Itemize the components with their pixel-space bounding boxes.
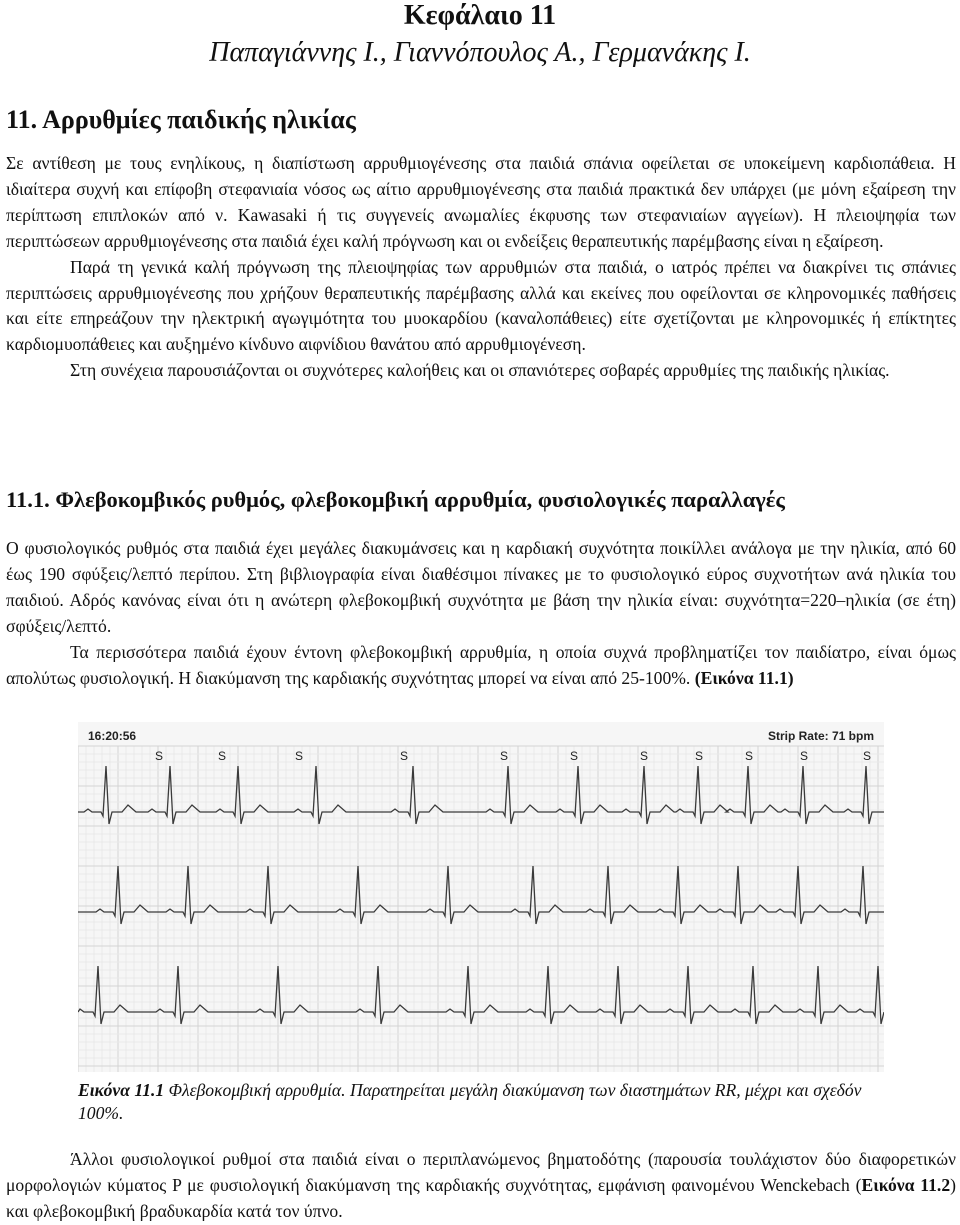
paragraph-text: Άλλοι φυσιολογικοί ρυθμοί στα παιδιά είναι ο περιπλανώμενος βηματοδότης (παρουσία τουλάχιστον δύο διαφορετικών μορφολογιών κύματος P με φυσιολογική διακύμανση της καρδιακής συχνότητας, εμφάνιση φαινομένου Wenckebach (: [6, 1149, 956, 1195]
subsection-text: [6, 536, 956, 691]
intro-paragraph: Σε αντίθεση με τους ενηλίκους, η διαπίστωση αρρυθμιογένεσης στα παιδιά σπάνια οφείλεται σε υποκείμενη καρδιοπάθεια. Η ιδιαίτερα συχνή και επίφοβη στεφανιαία νόσος ως αίτιο αρρυθμιογένεσης στα παιδιά πρακτικά δεν υπάρχει (με μόνη εξαίρεση την περίπτωση επιπλοκών από ν. Kawasaki ή τις συγγενείς ανωμαλίες έκφυσης των στεφανιαίων αγγείων). Η πλειοψηφία των περιπτώσεων αρρυθμιογένεσης στα παιδιά έχει καλή πρόγνωση και οι ενδείξεις θεραπευτικής παρέμβασης είναι η εξαίρεση.: [6, 153, 956, 251]
ecg-figure: [78, 722, 884, 1072]
final-paragraph: [6, 1147, 956, 1225]
ecg-grid: [78, 746, 884, 1072]
caption-label: Εικόνα 11.1: [78, 1080, 165, 1100]
caption-text: Φλεβοκομβική αρρυθμία. Παρατηρείται μεγάλη διακύμανση των διαστημάτων RR, μέχρι και σχεδόν 100%.: [78, 1080, 862, 1123]
ecg-beat-label: S: [570, 749, 579, 763]
chapter-title: Κεφάλαιο 11: [403, 0, 557, 31]
final-text: [6, 1147, 956, 1225]
ecg-trace: [78, 966, 884, 1024]
ecg-trace: [78, 766, 884, 824]
ecg-traces: [78, 766, 884, 1024]
subsection-paragraph: Ο φυσιολογικός ρυθμός στα παιδιά έχει μεγάλες διακυμάνσεις και η καρδιακή συχνότητα ποικίλλει ανάλογα με την ηλικία, από 60 έως 190 σφύξεις/λεπτό περίπου. Στη βιβλιογραφία είναι διαθέσιμοι πίνακες με το φυσιολογικό εύρος συχνοτήτων ανά ηλικία του παιδιού. Αδρός κανόνας είναι ότι η ανώτερη φλεβοκομβική συχνότητα με βάση την ηλικία είναι: συχνότητα=220–ηλικία (σε έτη) σφύξεις/λεπτό.: [6, 538, 956, 636]
figure-reference: Εικόνα 11.2: [861, 1174, 951, 1195]
ecg-beat-label: S: [863, 749, 872, 763]
section-heading: 11. Αρρυθμίες παιδικής ηλικίας: [6, 105, 356, 134]
intro-paragraph: Παρά τη γενικά καλή πρόγνωση της πλειοψηφίας των αρρυθμιών στα παιδιά, ο ιατρός πρέπει να διακρίνει τις σπάνιες περιπτώσεις αρρυθμιογένεσης που χρήζουν θεραπευτικής παρέμβασης αλλά και εκείνες που οφείλονται σε κληρονομικές παθήσεις και είτε επηρεάζουν την ηλεκτρική αγωγιμότητα του μυοκαρδίου (καναλοπάθειες) είτε σχετίζονται με κληρονομικές ή επίκτητες καρδιομυοπάθειες και αυξημένο κίνδυνο αιφνίδιου θανάτου από αρρυθμιογένεση.: [6, 256, 956, 355]
ecg-beat-label: S: [695, 749, 704, 763]
ecg-beat-label: S: [400, 749, 409, 763]
paragraph-text: Τα περισσότερα παιδιά έχουν έντονη φλεβοκομβική αρρυθμία, η οποία συχνά προβληματίζει τον παιδίατρο, είναι όμως απολύτως φυσιολογική. Η διακύμανση της καρδιακής συχνότητας μπορεί να είναι από 25-100%.: [6, 641, 956, 688]
ecg-beat-label: S: [640, 749, 649, 763]
ecg-timestamp: 16:20:56: [88, 729, 137, 743]
subsection-heading: 11.1. Φλεβοκομβικός ρυθμός, φλεβοκομβική αρρυθμία, φυσιολογικές παραλλαγές: [6, 487, 785, 512]
figure-caption: [78, 1079, 898, 1125]
paragraph-text: ) και φλεβοκομβική βραδυκαρδία κατά τον ύπνο.: [6, 1174, 956, 1221]
ecg-strip: [78, 722, 884, 1072]
chapter-authors: Παπαγιάννης Ι., Γιαννόπουλος Α., Γερμανάκης Ι.: [209, 37, 751, 68]
ecg-beat-label: S: [800, 749, 809, 763]
intro-paragraph: Στη συνέχεια παρουσιάζονται οι συχνότερες καλοήθεις και οι σπανιότερες σοβαρές αρρυθμίες της παιδικής ηλικίας.: [70, 360, 890, 381]
ecg-beat-label: S: [745, 749, 754, 763]
intro-text: [6, 151, 956, 384]
ecg-beat-label: S: [500, 749, 509, 763]
ecg-strip-rate: Strip Rate: 71 bpm: [767, 729, 874, 743]
ecg-beat-label: S: [218, 749, 227, 763]
subsection-paragraph: [6, 640, 956, 692]
ecg-trace: [78, 866, 884, 924]
ecg-beat-label: S: [295, 749, 304, 763]
figure-reference: (Εικόνα 11.1): [694, 667, 794, 688]
ecg-beat-label: S: [155, 749, 164, 763]
